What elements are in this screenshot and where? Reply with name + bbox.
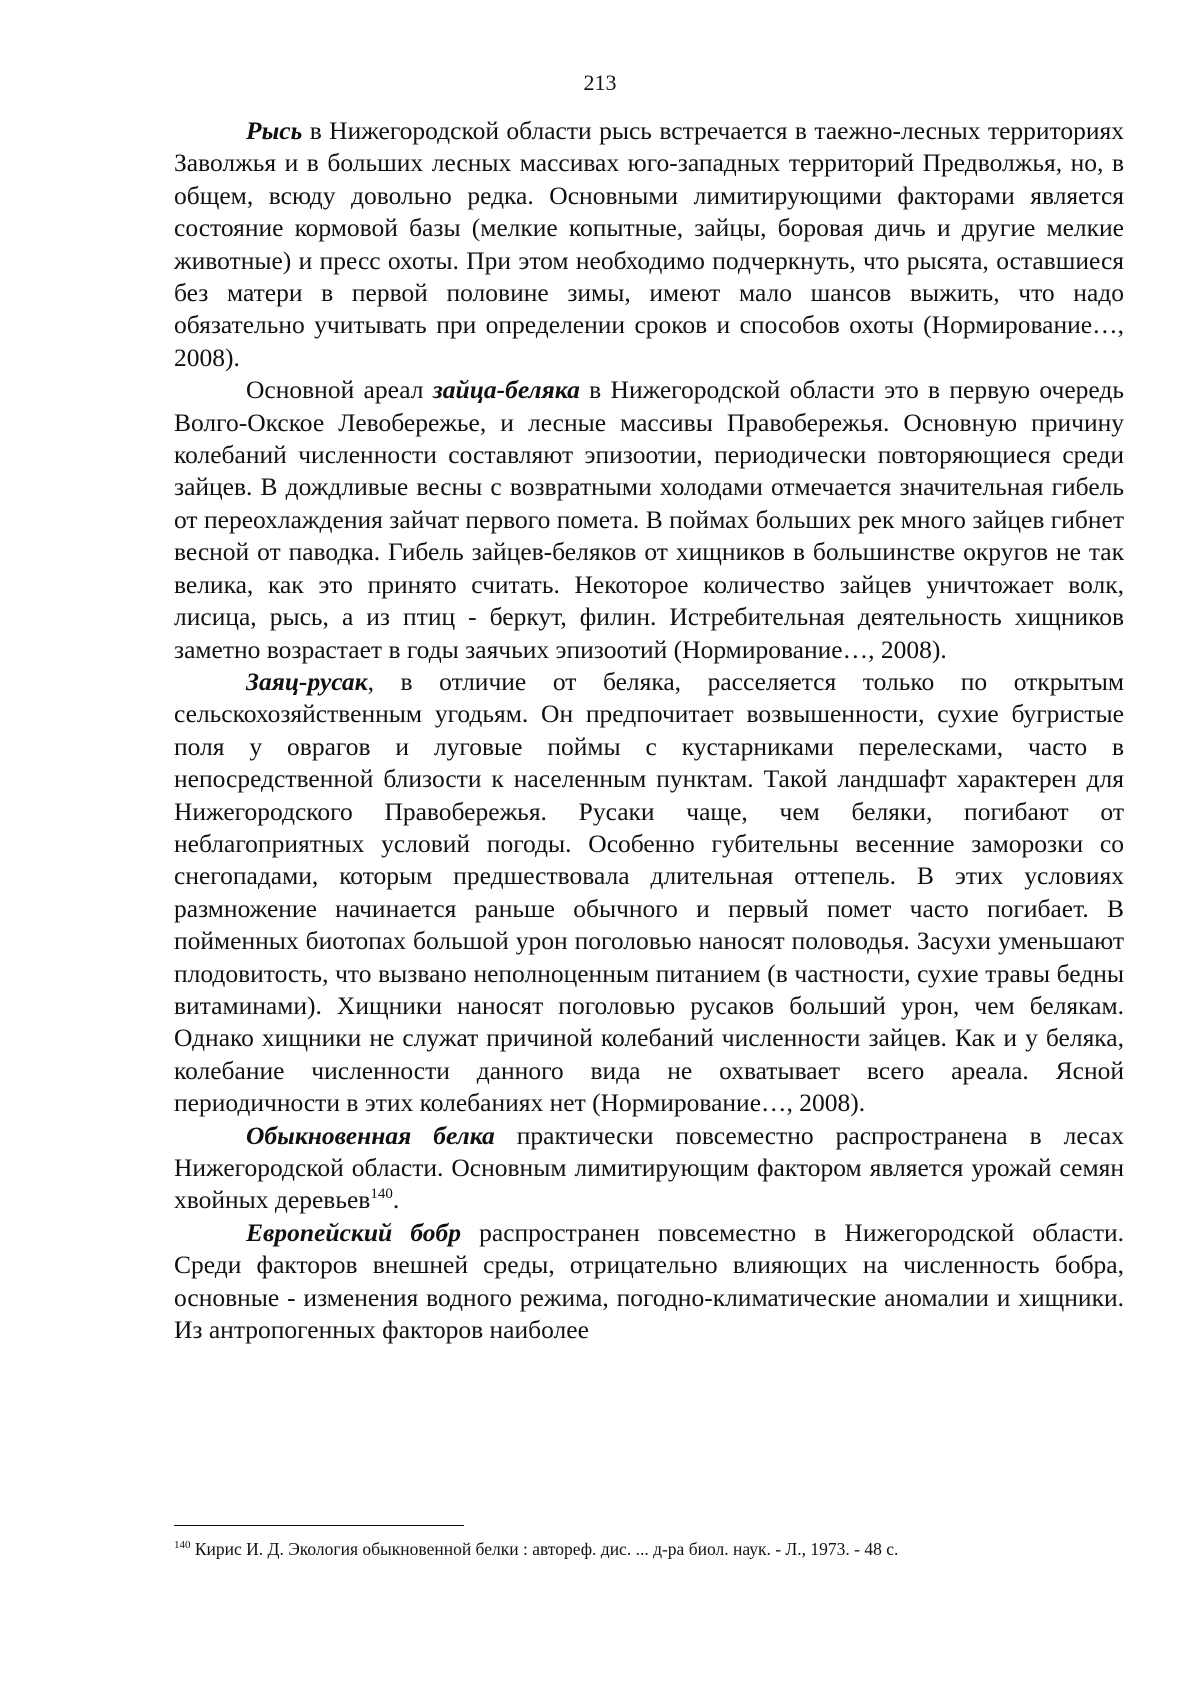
term-brown-hare: Заяц-русак bbox=[246, 666, 368, 696]
paragraph-mountain-hare-text: в Нижегородской области это в первую очередь Волго-Окское Левобережье, и лесные массивы Правобережья. Основную причину колебаний численности составляют эпизоотии, периодически повторяющиеся среди зайцев. В дождливые весны с возвратными холодами отмечается значительная гибель от переохлаждения зайчат первого помета. В поймах больших рек много зайцев гибнет весной от паводка. Гибель зайцев-беляков от хищников в большинстве округов не так велика, как это принято считать. Некоторое количество зайцев уничтожает волк, лисица, рысь, а из птиц - беркут, филин. Истребительная деятельность хищников заметно возрастает в годы заячьих эпизоотий (Нормирование…, 2008). bbox=[174, 375, 1124, 664]
footnote-text: Кирис И. Д. Экология обыкновенной белки : автореф. дис. ... д-ра биол. наук. - Л., 1973. - 48 с. bbox=[190, 1539, 899, 1559]
footnote-number: 140 bbox=[174, 1539, 191, 1551]
paragraph-mountain-hare-lead: Основной ареал bbox=[246, 375, 433, 405]
footnote bbox=[174, 1538, 1124, 1560]
paragraph-squirrel bbox=[174, 1120, 1124, 1217]
page-number: 213 bbox=[583, 70, 617, 95]
paragraph-lynx bbox=[174, 115, 1124, 374]
paragraph-beaver-text: распространен повсеместно в Нижегородской области. Среди факторов внешней среды, отрицательно влияющих на численность бобра, основные - изменения водного режима, погодно-климатические аномалии и хищники. Из антропогенных факторов наиболее bbox=[174, 1217, 1124, 1345]
paragraph-lynx-text: в Нижегородской области рысь встречается в таежно-лесных территориях Заволжья и в больших лесных массивах юго-западных территорий Предволжья, но, в общем, всюду довольно редка. Основными лимитирующими факторами является состояние кормовой базы (мелкие копытные, зайцы, боровая дичь и другие мелкие животные) и пресс охоты. При этом необходимо подчеркнуть, что рысята, оставшиеся без матери в первой половине зимы, имеют мало шансов выжить, что надо обязательно учитывать при определении сроков и способов охоты (Нормирование…, 2008). bbox=[174, 116, 1124, 372]
term-squirrel: Обыкновенная белка bbox=[246, 1120, 495, 1150]
footnote-reference[interactable]: 140 bbox=[370, 1186, 393, 1203]
paragraph-mountain-hare bbox=[174, 374, 1124, 666]
body-text bbox=[174, 115, 1124, 1346]
paragraph-squirrel-end: . bbox=[392, 1185, 400, 1215]
footnote-separator bbox=[174, 1525, 464, 1526]
paragraph-brown-hare-text: , в отличие от беляка, расселяется только по открытым сельскохозяйственным угодьям. Он предпочитает возвышенности, сухие бугристые поля у оврагов и луговые поймы с кустарниками перелесками, часто в непосредственной близости к населенным пунктам. Такой ландшафт характерен для Нижегородского Правобережья. Русаки чаще, чем беляки, погибают от неблагоприятных условий погоды. Особенно губительны весенние заморозки со снегопадами, которым предшествовала длительная оттепель. В этих условиях размножение начинается раньше обычного и первый помет часто погибает. В пойменных биотопах большой урон поголовью наносят половодья. Засухи уменьшают плодовитость, что вызвано неполноценным питанием (в частности, сухие травы бедны витаминами). Хищники наносят поголовью русаков больший урон, чем белякам. Однако хищники не служат причиной колебаний численности зайцев. Как и у беляка, колебание численности данного вида не охватывает всего ареала. Ясной периодичности в этих колебаниях нет (Нормирование…, 2008). bbox=[174, 666, 1124, 1118]
paragraph-beaver bbox=[174, 1217, 1124, 1347]
paragraph-squirrel-text: практически повсеместно распространена в лесах Нижегородской области. Основным лимитирующим фактором является урожай семян хвойных деревьев bbox=[174, 1120, 1124, 1215]
term-lynx: Рысь bbox=[246, 116, 303, 145]
paragraph-brown-hare bbox=[174, 666, 1124, 1120]
term-mountain-hare: зайца-беляка bbox=[432, 375, 580, 405]
term-beaver: Европейский бобр bbox=[246, 1217, 461, 1247]
